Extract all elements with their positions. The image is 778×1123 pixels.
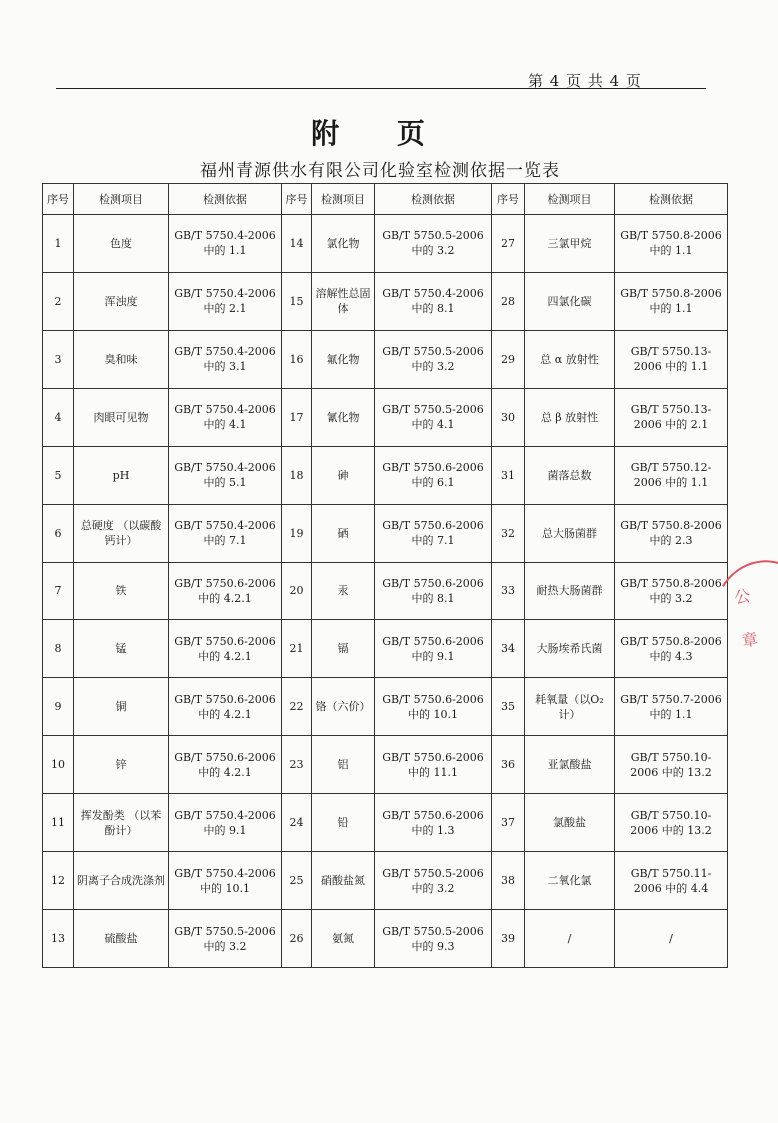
item-no: 30 [492, 388, 525, 446]
test-item: 铜 [74, 678, 169, 736]
test-item: 耐热大肠菌群 [525, 562, 615, 620]
item-no: 34 [492, 620, 525, 678]
test-item: 氯化物 [312, 215, 375, 273]
test-item: 氰化物 [312, 388, 375, 446]
test-item: 铅 [312, 794, 375, 852]
test-basis: GB/T 5750.4-2006 中的 7.1 [169, 504, 282, 562]
test-item: 总大肠菌群 [525, 504, 615, 562]
table-row [43, 794, 728, 852]
test-basis: GB/T 5750.6-2006 中的 4.2.1 [169, 678, 282, 736]
test-basis: GB/T 5750.4-2006 中的 9.1 [169, 794, 282, 852]
table-row [43, 736, 728, 794]
table-row [43, 620, 728, 678]
test-item: 镉 [312, 620, 375, 678]
test-basis: GB/T 5750.6-2006 中的 6.1 [375, 446, 492, 504]
test-basis: GB/T 5750.6-2006 中的 9.1 [375, 620, 492, 678]
item-no: 38 [492, 852, 525, 910]
item-no: 4 [43, 388, 74, 446]
test-item: 臭和味 [74, 330, 169, 388]
seal-text: 章 [740, 629, 760, 651]
test-basis: GB/T 5750.5-2006 中的 3.2 [375, 330, 492, 388]
test-item: 硫酸盐 [74, 910, 169, 968]
header-no: 序号 [492, 184, 525, 215]
item-no: 22 [282, 678, 312, 736]
header-rule [56, 88, 706, 89]
item-no: 27 [492, 215, 525, 273]
test-item: 锰 [74, 620, 169, 678]
item-no: 33 [492, 562, 525, 620]
table-row [43, 330, 728, 388]
test-item: 砷 [312, 446, 375, 504]
test-item: 铁 [74, 562, 169, 620]
test-basis: GB/T 5750.4-2006 中的 10.1 [169, 852, 282, 910]
item-no: 35 [492, 678, 525, 736]
test-basis: GB/T 5750.5-2006 中的 9.3 [375, 910, 492, 968]
item-no: 20 [282, 562, 312, 620]
item-no: 6 [43, 504, 74, 562]
header-no: 序号 [282, 184, 312, 215]
table-row [43, 388, 728, 446]
page-indicator: 第 4 页 共 4 页 [528, 72, 642, 90]
item-no: 39 [492, 910, 525, 968]
test-basis: GB/T 5750.12-2006 中的 1.1 [615, 446, 728, 504]
test-item: 亚氯酸盐 [525, 736, 615, 794]
item-no: 29 [492, 330, 525, 388]
table-row [43, 215, 728, 273]
test-item: 铬（六价） [312, 678, 375, 736]
test-basis: GB/T 5750.11-2006 中的 4.4 [615, 852, 728, 910]
table-row [43, 272, 728, 330]
header-basis: 检测依据 [169, 184, 282, 215]
test-item: 汞 [312, 562, 375, 620]
test-item: 色度 [74, 215, 169, 273]
test-basis: GB/T 5750.8-2006 中的 1.1 [615, 215, 728, 273]
header-item: 检测项目 [74, 184, 169, 215]
item-no: 5 [43, 446, 74, 504]
page-title: 附 页 [311, 117, 449, 150]
test-basis: GB/T 5750.8-2006 中的 1.1 [615, 272, 728, 330]
test-basis: GB/T 5750.6-2006 中的 10.1 [375, 678, 492, 736]
header-item: 检测项目 [312, 184, 375, 215]
item-no: 13 [43, 910, 74, 968]
test-basis: GB/T 5750.8-2006 中的 3.2 [615, 562, 728, 620]
test-basis: GB/T 5750.13-2006 中的 2.1 [615, 388, 728, 446]
test-item: 总 β 放射性 [525, 388, 615, 446]
test-item: 氯酸盐 [525, 794, 615, 852]
header-basis: 检测依据 [615, 184, 728, 215]
test-basis: GB/T 5750.10-2006 中的 13.2 [615, 736, 728, 794]
item-no: 21 [282, 620, 312, 678]
test-basis: GB/T 5750.5-2006 中的 3.2 [375, 215, 492, 273]
test-basis: GB/T 5750.5-2006 中的 3.2 [169, 910, 282, 968]
item-no: 37 [492, 794, 525, 852]
test-basis: GB/T 5750.6-2006 中的 7.1 [375, 504, 492, 562]
item-no: 2 [43, 272, 74, 330]
test-basis: GB/T 5750.4-2006 中的 2.1 [169, 272, 282, 330]
test-item: 肉眼可见物 [74, 388, 169, 446]
page-subtitle: 福州青源供水有限公司化验室检测依据一览表 [200, 161, 560, 181]
test-basis: GB/T 5750.6-2006 中的 4.2.1 [169, 620, 282, 678]
item-no: 19 [282, 504, 312, 562]
test-basis: GB/T 5750.5-2006 中的 4.1 [375, 388, 492, 446]
test-basis: GB/T 5750.4-2006 中的 4.1 [169, 388, 282, 446]
item-no: 17 [282, 388, 312, 446]
item-no: 28 [492, 272, 525, 330]
table-row [43, 504, 728, 562]
test-item: 菌落总数 [525, 446, 615, 504]
item-no: 32 [492, 504, 525, 562]
test-item: 氨氮 [312, 910, 375, 968]
test-basis: GB/T 5750.6-2006 中的 4.2.1 [169, 736, 282, 794]
item-no: 24 [282, 794, 312, 852]
item-no: 12 [43, 852, 74, 910]
test-basis: GB/T 5750.4-2006 中的 3.1 [169, 330, 282, 388]
test-item: / [525, 910, 615, 968]
test-item: 硝酸盐氮 [312, 852, 375, 910]
item-no: 3 [43, 330, 74, 388]
test-basis: GB/T 5750.6-2006 中的 8.1 [375, 562, 492, 620]
test-basis: GB/T 5750.10-2006 中的 13.2 [615, 794, 728, 852]
item-no: 26 [282, 910, 312, 968]
seal-text: 公 [732, 585, 752, 608]
item-no: 10 [43, 736, 74, 794]
test-basis: GB/T 5750.6-2006 中的 1.3 [375, 794, 492, 852]
test-item: 溶解性总固体 [312, 272, 375, 330]
item-no: 9 [43, 678, 74, 736]
item-no: 31 [492, 446, 525, 504]
test-item: 耗氧量（以O₂计） [525, 678, 615, 736]
test-item: 总硬度 （以碳酸钙计） [74, 504, 169, 562]
testing-basis-table [42, 183, 728, 968]
item-no: 16 [282, 330, 312, 388]
test-basis: GB/T 5750.13-2006 中的 1.1 [615, 330, 728, 388]
test-basis: GB/T 5750.4-2006 中的 8.1 [375, 272, 492, 330]
header-item: 检测项目 [525, 184, 615, 215]
test-item: pH [74, 446, 169, 504]
test-item: 氟化物 [312, 330, 375, 388]
item-no: 14 [282, 215, 312, 273]
test-basis: GB/T 5750.8-2006 中的 2.3 [615, 504, 728, 562]
test-item: 锌 [74, 736, 169, 794]
test-basis: GB/T 5750.5-2006 中的 3.2 [375, 852, 492, 910]
table-row [43, 562, 728, 620]
test-basis: / [615, 910, 728, 968]
test-item: 浑浊度 [74, 272, 169, 330]
test-basis: GB/T 5750.4-2006 中的 5.1 [169, 446, 282, 504]
item-no: 25 [282, 852, 312, 910]
test-basis: GB/T 5750.6-2006 中的 4.2.1 [169, 562, 282, 620]
item-no: 23 [282, 736, 312, 794]
test-basis: GB/T 5750.6-2006 中的 11.1 [375, 736, 492, 794]
item-no: 8 [43, 620, 74, 678]
test-item: 阴离子合成洗涤剂 [74, 852, 169, 910]
header-basis: 检测依据 [375, 184, 492, 215]
test-basis: GB/T 5750.7-2006 中的 1.1 [615, 678, 728, 736]
header-no: 序号 [43, 184, 74, 215]
item-no: 11 [43, 794, 74, 852]
test-item: 铝 [312, 736, 375, 794]
item-no: 1 [43, 215, 74, 273]
test-basis: GB/T 5750.8-2006 中的 4.3 [615, 620, 728, 678]
test-item: 二氧化氯 [525, 852, 615, 910]
test-basis: GB/T 5750.4-2006 中的 1.1 [169, 215, 282, 273]
test-item: 硒 [312, 504, 375, 562]
test-item: 总 α 放射性 [525, 330, 615, 388]
item-no: 7 [43, 562, 74, 620]
table-row [43, 910, 728, 968]
item-no: 36 [492, 736, 525, 794]
item-no: 18 [282, 446, 312, 504]
table-row [43, 852, 728, 910]
test-item: 挥发酚类 （以苯酚计） [74, 794, 169, 852]
table-row [43, 678, 728, 736]
test-item: 大肠埃希氏菌 [525, 620, 615, 678]
test-item: 三氯甲烷 [525, 215, 615, 273]
item-no: 15 [282, 272, 312, 330]
table-header-row [43, 184, 728, 215]
table-row [43, 446, 728, 504]
test-item: 四氯化碳 [525, 272, 615, 330]
